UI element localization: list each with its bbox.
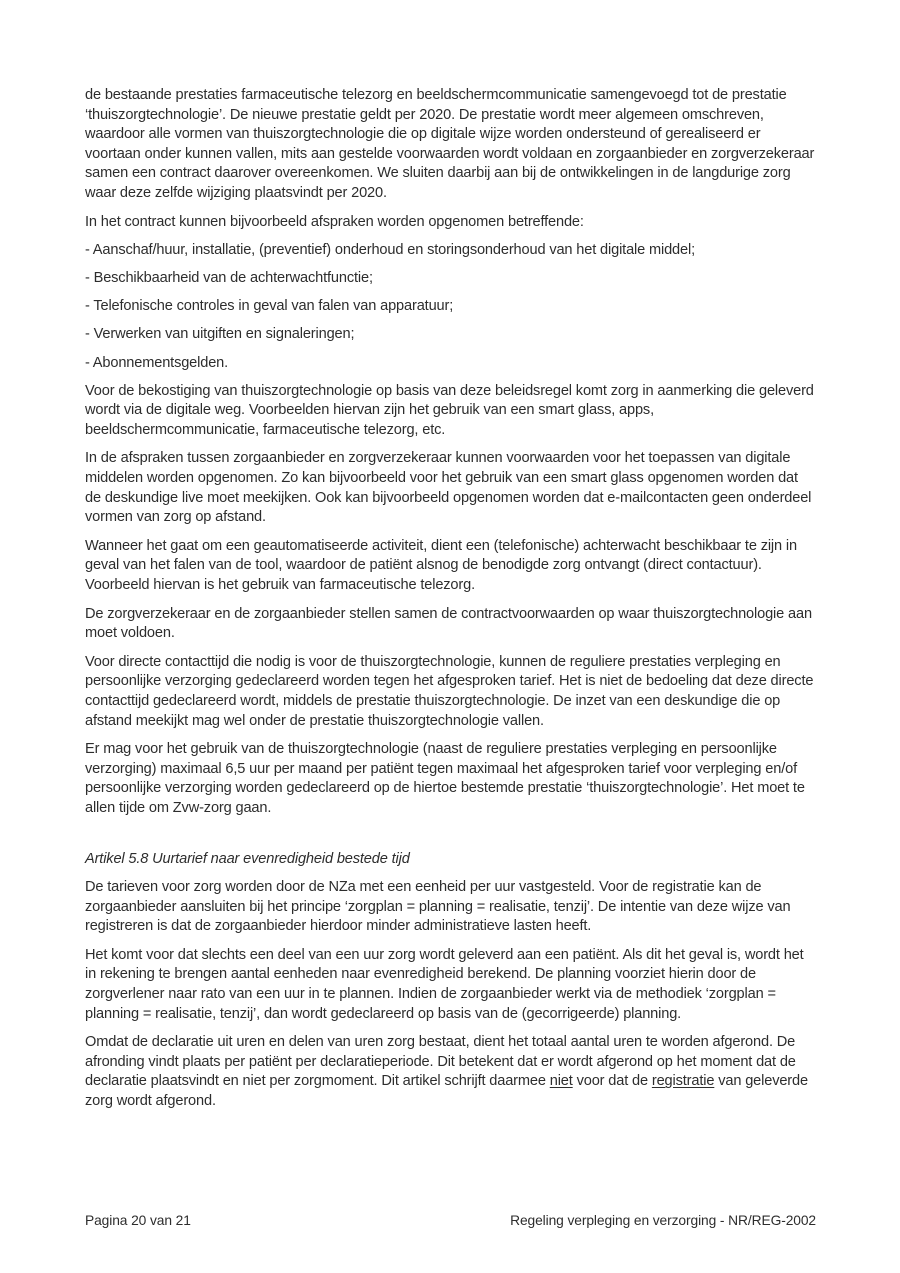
paragraph-intro: de bestaande prestaties farmaceutische telezorg en beeldschermcommunicatie samengevoegd tot de prestatie ‘thuiszorgtechnologie’. De nieuwe prestatie geldt per 2020. De prestatie wordt meer algemeen omschreven, waardoor alle vormen van thuiszorgtechnologie die op digitale wijze worden ondersteund of gerealiseerd er voortaan onder kunnen vallen, mits aan gestelde voorwaarden wordt voldaan en zorgaanbieder en zorgverzekeraar samen een contract daarover overeenkomen. We sluiten daarbij aan bij de ontwikkelingen in de langdurige zorg waar deze zelfde wijziging plaatsvindt per 2020. <box>85 87 815 201</box>
paragraph-afronding <box>85 1033 815 1111</box>
paragraph-contract-intro: In het contract kunnen bijvoorbeeld afspraken worden opgenomen betreffende: <box>85 213 584 230</box>
paragraph-achterwacht: Wanneer het gaat om een geautomatiseerde activiteit, dient een (telefonische) achterwacht beschikbaar te zijn in geval van het falen van de tool, waardoor de patiënt alsnog de benodigde zorg ontvangt (direct contactuur). Voorbeeld hiervan is het gebruik van farmaceutische telezorg. <box>85 537 797 593</box>
bullet-item: - Abonnementsgelden. <box>85 354 229 371</box>
bullet-item: - Aanschaf/huur, installatie, (preventief) onderhoud en storingsonderhoud van het digitale middel; <box>85 242 695 259</box>
page-number: Pagina 20 van 21 <box>85 1213 191 1228</box>
paragraph-afspraken: In de afspraken tussen zorgaanbieder en zorgverzekeraar kunnen voorwaarden voor het toepassen van digitale middelen worden opgenomen. Zo kan bijvoorbeeld voor het gebruik van een smart glass opgenomen worden dat de deskundige live moet meekijken. Ook kan bijvoorbeeld opgenomen worden dat e-mailcontacten geen onderdeel vormen van zorg op afstand. <box>85 450 812 526</box>
afronding-text: van geleverde zorg wordt afgerond. <box>85 1073 808 1110</box>
page-footer <box>85 1212 816 1230</box>
bullet-item: - Verwerken van uitgiften en signaleringen; <box>85 326 355 343</box>
paragraph-maximaal-uren: Er mag voor het gebruik van de thuiszorgtechnologie (naast de reguliere prestaties verpleging en persoonlijke verzorging) maximaal 6,5 uur per maand per patiënt tegen maximaal het afgesproken tarief voor verpleging en/of persoonlijke verzorging worden gedeclareerd op de hiertoe bestemde prestatie ‘thuiszorgtechnologie’. Het moet te allen tijde om Zvw-zorg gaan. <box>85 741 805 816</box>
underlined-word-niet: niet <box>549 1073 573 1090</box>
bullet-item: - Beschikbaarheid van de achterwachtfunctie; <box>85 270 373 287</box>
paragraph-contractvoorwaarden: De zorgverzekeraar en de zorgaanbieder stellen samen de contractvoorwaarden op waar thuiszorgtechnologie aan moet voldoen. <box>85 605 812 642</box>
bullet-item: - Telefonische controles in geval van falen van apparatuur; <box>85 298 454 315</box>
paragraph-bekostiging: Voor de bekostiging van thuiszorgtechnologie op basis van deze beleidsregel komt zorg in aanmerking die geleverd wordt via de digitale weg. Voorbeelden hiervan zijn het gebruik van een smart glass, apps, beeldschermcommunicatie, farmaceutische telezorg, etc. <box>85 382 814 438</box>
afronding-text: Omdat de declaratie uit uren en delen van uren zorg bestaat, dient het totaal aantal uren te worden afgerond. De afronding vindt plaats per patiënt per declaratieperiode. Dit betekent dat er wordt afgerond op het moment dat de declaratie plaatsvindt en niet per zorgmoment. Dit artikel schrijft daarmee <box>85 1034 796 1090</box>
underlined-word-registratie: registratie <box>651 1073 715 1090</box>
document-reference: Regeling verpleging en verzorging - NR/REG-2002 <box>510 1213 816 1228</box>
paragraph-contacttijd: Voor directe contacttijd die nodig is voor de thuiszorgtechnologie, kunnen de reguliere prestaties verpleging en persoonlijke verzorging gedeclareerd worden tegen het afgesproken tarief. Het is niet de bedoeling dat deze directe contacttijd gedeclareerd wordt, middels de prestatie thuiszorgtechnologie. De inzet van een deskundige die op afstand meekijkt mag wel onder de prestatie thuiszorgtechnologie vallen. <box>85 653 814 729</box>
paragraph-deel-uur: Het komt voor dat slechts een deel van een uur zorg wordt geleverd aan een patiënt. Als dit het geval is, wordt het in rekening te brengen aantal eenheden naar evenredigheid berekend. De planning voorziet hierin door de zorgverlener naar rato van een uur in te plannen. Indien de zorgaanbieder werkt via de methodiek ‘zorgplan = planning = realisatie, tenzij’, dan wordt gedeclareerd op basis van de (gecorrigeerde) planning. <box>85 946 804 1022</box>
document-body <box>85 86 815 1121</box>
section-heading-artikel-5-8: Artikel 5.8 Uurtarief naar evenredigheid bestede tijd <box>85 850 410 867</box>
paragraph-tarieven: De tarieven voor zorg worden door de NZa met een eenheid per uur vastgesteld. Voor de registratie kan de zorgaanbieder aansluiten bij het principe ‘zorgplan = planning = realisatie, tenzij’. De intentie van deze wijze van registreren is dat de zorgaanbieder hierdoor minder administratieve lasten heeft. <box>85 879 791 935</box>
afronding-text: voor dat de <box>572 1073 652 1090</box>
